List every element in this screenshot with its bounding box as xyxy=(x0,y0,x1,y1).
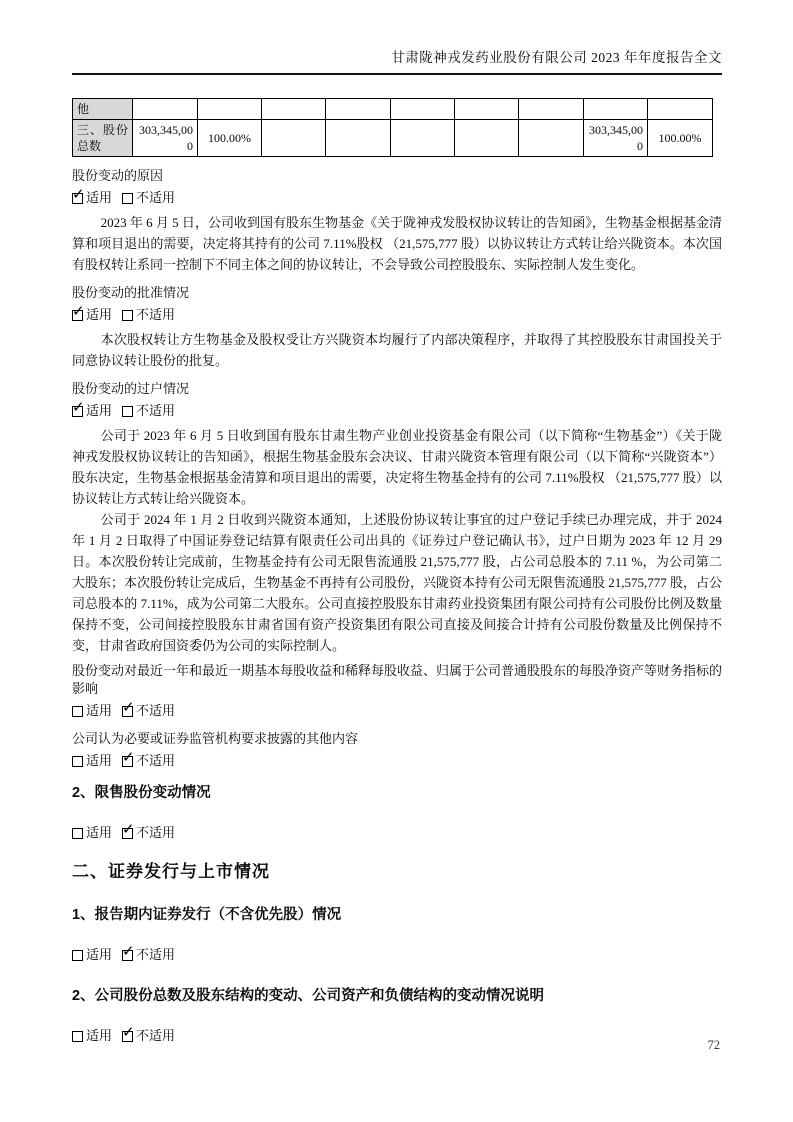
checkbox-not-applicable-icon xyxy=(122,697,135,717)
table-cell xyxy=(133,99,198,120)
checkbox-not-applicable-label: 不适用 xyxy=(136,307,176,322)
table-cell xyxy=(262,99,326,120)
table-row-header: 三、股份总数 xyxy=(73,120,133,157)
checkbox-not-applicable-label: 不适用 xyxy=(136,703,176,718)
checkbox-not-applicable-label: 不适用 xyxy=(136,753,176,768)
checkbox-applicable-label: 适用 xyxy=(86,753,113,768)
applicable-option xyxy=(72,184,113,207)
not-applicable-option xyxy=(122,819,176,842)
table-cell-total-shares-after: 303,345,000 xyxy=(584,120,648,157)
heading-issuance-in-period: 1、报告期内证券发行（不含优先股）情况 xyxy=(72,907,342,923)
applicable-option xyxy=(72,1027,112,1045)
table-cell xyxy=(391,120,455,157)
checkbox-applicable-label: 适用 xyxy=(86,825,113,840)
applicable-option xyxy=(72,752,112,770)
checkbox-applicable-icon xyxy=(72,397,85,417)
table-cell-total-pct: 100.00% xyxy=(198,120,262,157)
paragraph-change-reason: 2023 年 6 月 5 日，公司收到国有股东生物基金《关于陇神戎发股权协议转让的告知函》，生物基金根据基金清算和项目退出的需要，决定将其持有的公司 7.11%股权 （21,575,777 股）以协议转让方式转让给兴陇资本。本次国有股权转让系同一控制下不同主体之间的协议转让，不会导致公司控股股东、实际控制人发生变化。 xyxy=(72,215,722,272)
table-row-header: 他 xyxy=(73,99,133,120)
checkbox-not-applicable-label: 不适用 xyxy=(136,190,176,205)
document-header-title: 甘肃陇神戎发药业股份有限公司 2023 年年度报告全文 xyxy=(72,48,722,75)
check-mark-icon: ✓ xyxy=(72,301,85,320)
checkbox-not-applicable-label: 不适用 xyxy=(136,825,176,840)
checkbox-applicable-label: 适用 xyxy=(86,703,113,718)
paragraph-transfer-2: 公司于 2024 年 1 月 2 日收到兴陇资本通知，上述股份协议转让事宜的过户登记手续已办理完成，并于 2024 年 1 月 2 日取得了中国证券登记结算有限责任公司出具的《证券过户登记确认书》，过户日期为 2023 年 12 月 29 日。本次股份转让完成前，生物基金持有公司无限售流通股 21,575,777 股，占公司总股本的 7.11 %，为公司第二大股东；本次股份转让完成后，生物基金不再持有公司股份，兴陇资本持有公司无限售流通股 21,575,777 股，占公司总股本的 7.11%，成为公司第二大股东。公司直接控股股东甘肃药业投资集团有限公司持有公司股份比例及数量保持不变，公司间接控股股东甘肃省国有资产投资集团有限公司直接及间接合计持有公司股份数量及比例保持不变，甘肃省政府国资委仍为公司的实际控制人。 xyxy=(72,512,723,653)
table-cell xyxy=(198,99,262,120)
table-cell-total-pct-after: 100.00% xyxy=(648,120,713,157)
applicability-row-transfer xyxy=(72,397,722,420)
not-applicable-option xyxy=(122,306,175,324)
applicable-option xyxy=(72,301,113,324)
not-applicable-option xyxy=(122,1022,176,1045)
heading-securities-issuance-listing: 二、证券发行与上市情况 xyxy=(72,862,270,881)
table-cell xyxy=(519,99,584,120)
applicable-option xyxy=(72,946,112,964)
table-row xyxy=(73,120,713,157)
heading-share-structure-change: 2、公司股份总数及股东结构的变动、公司资产和负债结构的变动情况说明 xyxy=(72,988,545,1004)
table-cell xyxy=(584,99,648,120)
label-impact: 股份变动对最近一年和最近一期基本每股收益和稀释每股收益、归属于公司普通股股东的每股净资产等财务指标的影响 xyxy=(72,663,723,696)
not-applicable-option xyxy=(122,402,175,420)
checkbox-applicable-icon xyxy=(72,184,85,204)
checkbox-not-applicable-icon xyxy=(122,406,133,417)
checkbox-applicable-icon xyxy=(72,1031,83,1042)
page-number: 72 xyxy=(707,1038,720,1052)
check-mark-icon: ✓ xyxy=(122,941,135,960)
checkbox-not-applicable-label: 不适用 xyxy=(136,1028,176,1043)
applicability-row-approval xyxy=(72,301,722,324)
applicability-row-impact xyxy=(72,697,722,720)
share-total-table xyxy=(72,98,713,157)
checkbox-applicable-icon xyxy=(72,706,83,717)
label-change-reason: 股份变动的原因 xyxy=(72,168,164,183)
checkbox-not-applicable-icon xyxy=(122,819,135,839)
checkbox-applicable-icon xyxy=(72,828,83,839)
check-mark-icon: ✓ xyxy=(122,1022,135,1041)
paragraph-approval: 本次股权转让方生物基金及股权受让方兴陇资本均履行了内部决策程序，并取得了其控股股东甘肃国投关于同意协议转让股份的批复。 xyxy=(72,332,722,368)
checkbox-applicable-label: 适用 xyxy=(86,307,113,322)
checkbox-applicable-icon xyxy=(72,756,83,767)
label-approval: 股份变动的批准情况 xyxy=(72,285,190,300)
checkbox-not-applicable-icon xyxy=(122,193,133,204)
checkbox-applicable-label: 适用 xyxy=(86,190,113,205)
check-mark-icon: ✓ xyxy=(122,819,135,838)
checkbox-not-applicable-icon xyxy=(122,1022,135,1042)
check-mark-icon: ✓ xyxy=(122,697,135,716)
checkbox-applicable-icon xyxy=(72,950,83,961)
check-mark-icon: ✓ xyxy=(72,397,85,416)
applicable-option xyxy=(72,702,112,720)
check-mark-icon: ✓ xyxy=(72,184,85,203)
applicability-row-structure xyxy=(72,1022,722,1045)
applicability-row-other xyxy=(72,747,722,770)
checkbox-applicable-label: 适用 xyxy=(86,1028,113,1043)
label-other-disclosure: 公司认为必要或证券监管机构要求披露的其他内容 xyxy=(72,731,359,746)
not-applicable-option xyxy=(122,697,176,720)
table-cell xyxy=(326,120,391,157)
table-cell xyxy=(648,99,713,120)
heading-restricted-shares: 2、限售股份变动情况 xyxy=(72,785,211,801)
not-applicable-option xyxy=(122,747,176,770)
label-transfer: 股份变动的过户情况 xyxy=(72,381,190,396)
checkbox-applicable-label: 适用 xyxy=(86,403,113,418)
table-cell xyxy=(391,99,455,120)
checkbox-applicable-label: 适用 xyxy=(86,947,113,962)
checkbox-not-applicable-label: 不适用 xyxy=(136,403,176,418)
applicable-option xyxy=(72,397,113,420)
checkbox-not-applicable-label: 不适用 xyxy=(136,947,176,962)
table-cell xyxy=(326,99,391,120)
checkbox-not-applicable-icon xyxy=(122,310,133,321)
check-mark-icon: ✓ xyxy=(122,747,135,766)
applicability-row-issuance xyxy=(72,941,722,964)
table-cell xyxy=(455,120,519,157)
applicability-row-restricted xyxy=(72,819,722,842)
applicability-row-reason xyxy=(72,184,722,207)
table-cell xyxy=(262,120,326,157)
checkbox-not-applicable-icon xyxy=(122,941,135,961)
checkbox-not-applicable-icon xyxy=(122,747,135,767)
not-applicable-option xyxy=(122,941,176,964)
not-applicable-option xyxy=(122,189,175,207)
checkbox-applicable-icon xyxy=(72,301,85,321)
table-cell xyxy=(455,99,519,120)
table-cell-total-shares: 303,345,000 xyxy=(133,120,198,157)
applicable-option xyxy=(72,824,112,842)
table-row xyxy=(73,99,713,120)
paragraph-transfer-1: 公司于 2023 年 6 月 5 日收到国有股东甘肃生物产业创业投资基金有限公司（以下简称“生物基金”）《关于陇神戎发股权协议转让的告知函》，根据生物基金股东会决议、甘肃兴陇资本管理有限公司（以下简称“兴陇资本”）股东决定，生物基金根据基金清算和项目退出的需要，决定将生物基金持有的公司 7.11%股权 （21,575,777 股）以协议转让方式转让给兴陇资本。 xyxy=(72,428,722,506)
table-cell xyxy=(519,120,584,157)
